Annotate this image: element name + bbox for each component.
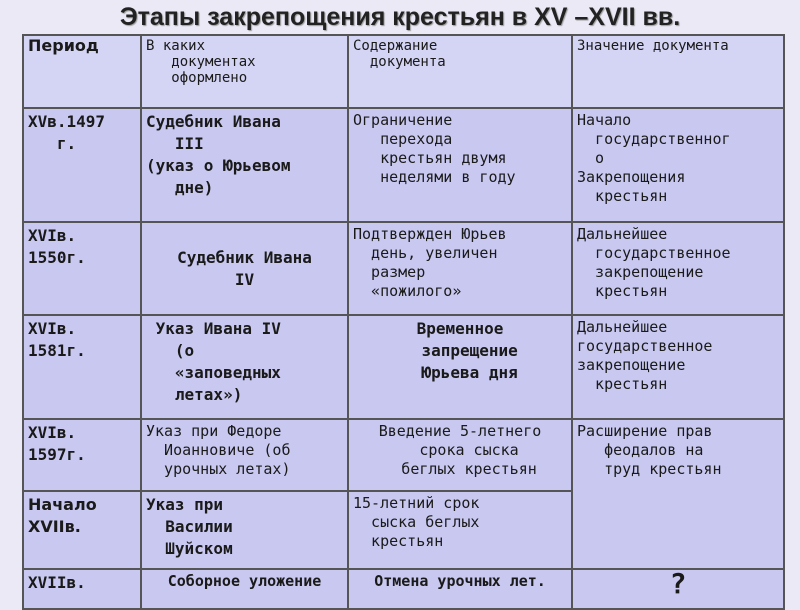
- document-cell: Указ при Василии Шуйском: [141, 491, 348, 569]
- table-row: [23, 222, 784, 315]
- table-row: [23, 315, 784, 419]
- period-cell: XVIв. 1597г.: [23, 419, 141, 491]
- content-cell: Введение 5-летнего срока сыска беглых крестьян: [348, 419, 572, 491]
- document-cell: Указ при Федоре Иоанновиче (об урочных летах): [141, 419, 348, 491]
- meaning-cell: Начало государственног о Закрепощения крестьян: [572, 108, 784, 222]
- document-cell: Судебник Ивана III (указ о Юрьевом дне): [141, 108, 348, 222]
- table-row: [23, 108, 784, 222]
- header-period: Период: [23, 35, 141, 108]
- document-cell: Соборное уложение: [141, 569, 348, 609]
- question-mark-cell: ?: [572, 569, 784, 609]
- period-cell: XVIв. 1581г.: [23, 315, 141, 419]
- meaning-cell: Дальнейшее государственное закрепощение крестьян: [572, 222, 784, 315]
- document-cell: Судебник Ивана IV: [141, 222, 348, 315]
- period-cell: XVIIв.: [23, 569, 141, 609]
- table-row: [23, 419, 784, 491]
- content-cell: 15-летний срок сыска беглых крестьян: [348, 491, 572, 569]
- header-meaning: Значение документа: [572, 35, 784, 108]
- header-row: [23, 35, 784, 108]
- meaning-cell: Дальнейшее государственное закрепощение крестьян: [572, 315, 784, 419]
- period-cell: XVIв. 1550г.: [23, 222, 141, 315]
- content-cell: Отмена урочных лет.: [348, 569, 572, 609]
- header-docs: В каких документах оформлено: [141, 35, 348, 108]
- meaning-cell: Расширение прав феодалов на труд крестьян: [572, 419, 784, 569]
- serfdom-stages-table: [22, 34, 785, 610]
- content-cell: Временное запрещение Юрьева дня: [348, 315, 572, 419]
- header-content: Содержание документа: [348, 35, 572, 108]
- table-row: [23, 569, 784, 609]
- content-cell: Подтвержден Юрьев день, увеличен размер «пожилого»: [348, 222, 572, 315]
- period-cell: XVв.1497 г.: [23, 108, 141, 222]
- period-cell: Начало XVIIв.: [23, 491, 141, 569]
- page-title: Этапы закрепощения крестьян в XV –XVII вв.: [119, 3, 681, 31]
- document-cell: Указ Ивана IV (о «заповедных летах»): [141, 315, 348, 419]
- content-cell: Ограничение перехода крестьян двумя неделями в году: [348, 108, 572, 222]
